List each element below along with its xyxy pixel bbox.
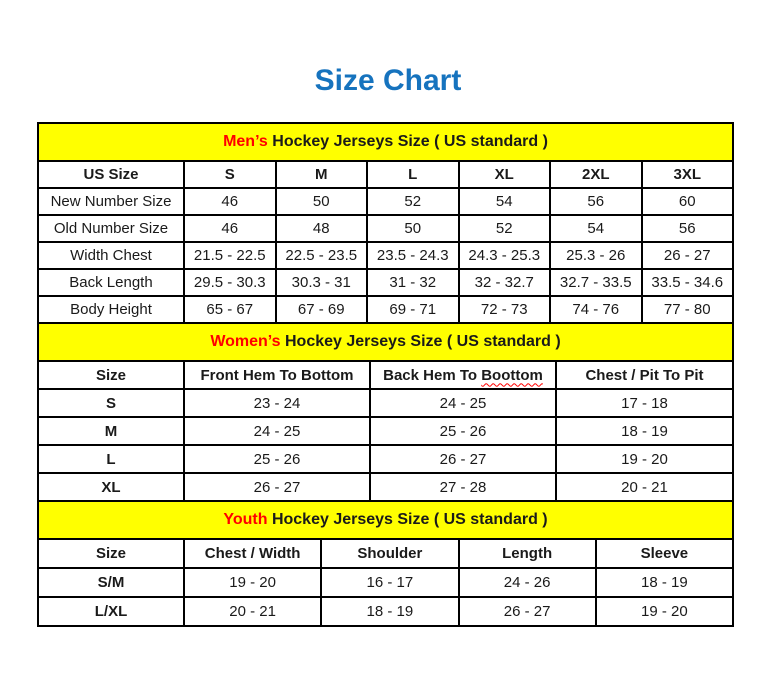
row-label: Width Chest <box>38 242 184 269</box>
size-value-cell: 23 - 24 <box>184 389 370 417</box>
size-value-cell: 19 - 20 <box>184 568 321 597</box>
table-row <box>38 445 733 473</box>
youth-size-table <box>37 538 734 627</box>
column-header: Sleeve <box>596 539 733 568</box>
row-label: L/XL <box>38 597 184 626</box>
womens-banner-highlight: Women’s <box>210 333 281 350</box>
size-value-cell: 29.5 - 30.3 <box>184 269 276 296</box>
size-value-cell: 52 <box>367 188 459 215</box>
column-header: M <box>276 161 368 188</box>
size-value-cell: 32 - 32.7 <box>459 269 551 296</box>
column-header: 2XL <box>550 161 642 188</box>
row-label: Back Length <box>38 269 184 296</box>
size-value-cell: 67 - 69 <box>276 296 368 323</box>
size-value-cell: 54 <box>459 188 551 215</box>
womens-banner-text <box>210 333 560 351</box>
misspelled-word: Boottom <box>481 366 543 384</box>
column-header: Front Hem To Bottom <box>184 361 370 389</box>
row-label: S/M <box>38 568 184 597</box>
size-value-cell: 56 <box>642 215 734 242</box>
size-value-cell: 17 - 18 <box>556 389 733 417</box>
table-row <box>38 389 733 417</box>
mens-banner-rest: Hockey Jerseys Size ( US standard ) <box>267 133 548 150</box>
column-header: Length <box>459 539 596 568</box>
column-header: S <box>184 161 276 188</box>
size-value-cell: 30.3 - 31 <box>276 269 368 296</box>
size-value-cell: 46 <box>184 215 276 242</box>
size-value-cell: 65 - 67 <box>184 296 276 323</box>
size-value-cell: 74 - 76 <box>550 296 642 323</box>
size-value-cell: 25 - 26 <box>184 445 370 473</box>
size-value-cell: 20 - 21 <box>184 597 321 626</box>
size-value-cell: 20 - 21 <box>556 473 733 501</box>
size-value-cell: 24 - 25 <box>184 417 370 445</box>
column-header: Shoulder <box>321 539 458 568</box>
mens-section-banner <box>37 122 734 162</box>
size-value-cell: 18 - 19 <box>596 568 733 597</box>
column-header: L <box>367 161 459 188</box>
size-value-cell: 77 - 80 <box>642 296 734 323</box>
mens-banner-highlight: Men’s <box>223 133 268 150</box>
size-value-cell: 22.5 - 23.5 <box>276 242 368 269</box>
size-value-cell: 27 - 28 <box>370 473 556 501</box>
size-value-cell: 48 <box>276 215 368 242</box>
size-value-cell: 25.3 - 26 <box>550 242 642 269</box>
size-value-cell: 54 <box>550 215 642 242</box>
column-header <box>370 361 556 389</box>
youth-banner-highlight: Youth <box>223 511 268 528</box>
row-label: New Number Size <box>38 188 184 215</box>
row-label: L <box>38 445 184 473</box>
size-value-cell: 56 <box>550 188 642 215</box>
page-title: Size Chart <box>314 64 462 97</box>
size-value-cell: 26 - 27 <box>370 445 556 473</box>
size-value-cell: 21.5 - 22.5 <box>184 242 276 269</box>
table-row <box>38 417 733 445</box>
column-header: Chest / Width <box>184 539 321 568</box>
size-value-cell: 24 - 25 <box>370 389 556 417</box>
table-row <box>38 568 733 597</box>
column-header: XL <box>459 161 551 188</box>
row-label: Old Number Size <box>38 215 184 242</box>
size-value-cell: 16 - 17 <box>321 568 458 597</box>
size-value-cell: 52 <box>459 215 551 242</box>
row-label: M <box>38 417 184 445</box>
column-header: 3XL <box>642 161 734 188</box>
table-row <box>38 215 733 242</box>
size-value-cell: 26 - 27 <box>642 242 734 269</box>
row-label: S <box>38 389 184 417</box>
row-label: XL <box>38 473 184 501</box>
table-row <box>38 269 733 296</box>
column-header-text: Back Hem To <box>383 366 478 384</box>
size-value-cell: 33.5 - 34.6 <box>642 269 734 296</box>
column-header: US Size <box>38 161 184 188</box>
size-value-cell: 46 <box>184 188 276 215</box>
youth-header-row <box>38 539 733 568</box>
youth-banner-rest: Hockey Jerseys Size ( US standard ) <box>267 511 548 528</box>
youth-section-banner <box>37 500 734 540</box>
size-value-cell: 19 - 20 <box>556 445 733 473</box>
table-row <box>38 597 733 626</box>
mens-size-table <box>37 160 734 324</box>
womens-banner-rest: Hockey Jerseys Size ( US standard ) <box>280 333 561 350</box>
size-value-cell: 24.3 - 25.3 <box>459 242 551 269</box>
size-value-cell: 26 - 27 <box>184 473 370 501</box>
column-header: Chest / Pit To Pit <box>556 361 733 389</box>
table-row <box>38 188 733 215</box>
size-value-cell: 19 - 20 <box>596 597 733 626</box>
size-value-cell: 32.7 - 33.5 <box>550 269 642 296</box>
size-value-cell: 23.5 - 24.3 <box>367 242 459 269</box>
womens-section-banner <box>37 322 734 362</box>
column-header: Size <box>38 361 184 389</box>
size-value-cell: 24 - 26 <box>459 568 596 597</box>
column-header: Size <box>38 539 184 568</box>
mens-banner-text <box>223 133 548 151</box>
size-value-cell: 50 <box>276 188 368 215</box>
size-value-cell: 60 <box>642 188 734 215</box>
size-value-cell: 25 - 26 <box>370 417 556 445</box>
table-row <box>38 242 733 269</box>
size-value-cell: 18 - 19 <box>556 417 733 445</box>
size-value-cell: 31 - 32 <box>367 269 459 296</box>
size-value-cell: 72 - 73 <box>459 296 551 323</box>
size-value-cell: 50 <box>367 215 459 242</box>
youth-banner-text <box>223 511 547 529</box>
size-chart-tables <box>37 122 734 627</box>
womens-header-row <box>38 361 733 389</box>
size-value-cell: 18 - 19 <box>321 597 458 626</box>
size-value-cell: 69 - 71 <box>367 296 459 323</box>
table-row <box>38 473 733 501</box>
womens-size-table <box>37 360 734 502</box>
mens-header-row <box>38 161 733 188</box>
row-label: Body Height <box>38 296 184 323</box>
size-value-cell: 26 - 27 <box>459 597 596 626</box>
table-row <box>38 296 733 323</box>
